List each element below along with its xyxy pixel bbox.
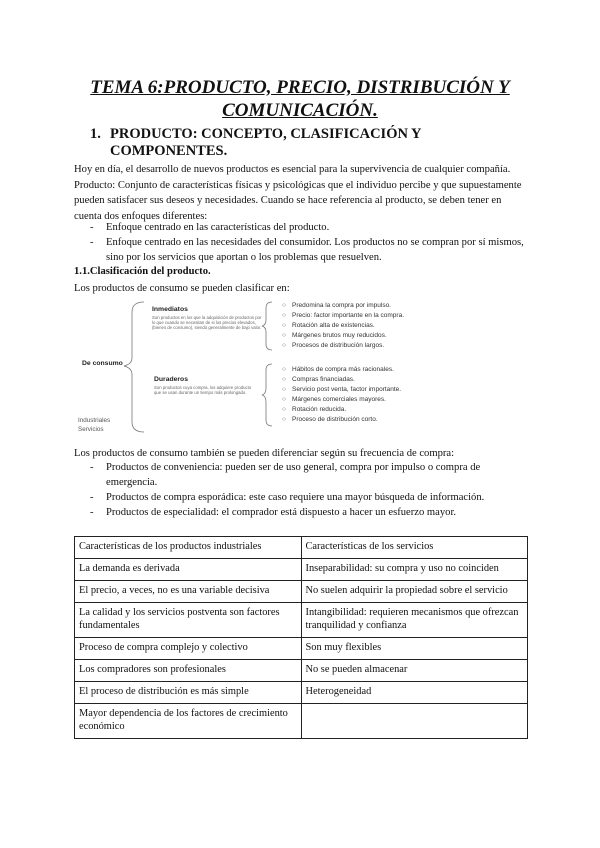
table-row — [75, 682, 528, 704]
diagram-list-item-text: Compras financiadas. — [292, 376, 355, 383]
diagram-list-item-text: Rotación reducida. — [292, 406, 347, 413]
table-cell: Características de los servicios — [301, 537, 528, 559]
classification-diagram — [74, 296, 444, 436]
frequency-intro: Los productos de consumo también se pueden diferenciar según su frecuencia de compra: — [74, 448, 455, 459]
list-item: - Productos de compra esporádica: este caso requiere una mayor búsqueda de información. — [90, 490, 530, 505]
diagram-list-item: ○ — [282, 332, 286, 339]
list-item: - Enfoque centrado en las características del producto. — [90, 220, 530, 235]
page-title-line-1: TEMA 6:PRODUCTO, PRECIO, DISTRIBUCIÓN Y — [90, 77, 510, 98]
section-intro-paragraph: Hoy en día, el desarrollo de nuevos productos es esencial para la supervivencia de cualquier compañía. Producto: Conjunto de características físicas y psicológicas que el individuo percibe y que supuestamente pueden satisfacer sus deseos y necesidades. Cuando se hace referencia al producto, se deben tener en cuenta dos enfoques diferentes: — [74, 164, 522, 222]
diagram-list-item-text: Servicio post venta, factor importante. — [292, 386, 402, 393]
diagram-list-item-text: Predomina la compra por impulso. — [292, 302, 391, 309]
table-row — [75, 660, 528, 682]
table-cell — [301, 704, 528, 739]
section-heading — [90, 126, 510, 166]
table-row — [75, 638, 528, 660]
table-row — [75, 537, 528, 559]
table-cell: Son muy flexibles — [301, 638, 528, 660]
table-cell: Características de los productos industriales — [75, 537, 302, 559]
table-row — [75, 603, 528, 638]
diagram-industrial-label: Industriales — [78, 417, 111, 424]
diagram-list-item: ○ — [282, 406, 286, 413]
diagram-list-item: ○ — [282, 366, 286, 373]
diagram-list-item: ○ — [282, 322, 286, 329]
table-cell: Mayor dependencia de los factores de crecimiento económico — [75, 704, 302, 739]
table-cell: Proceso de compra complejo y colectivo — [75, 638, 302, 660]
section-number: 1. — [90, 126, 101, 142]
table-cell: La demanda es derivada — [75, 559, 302, 581]
diagram-immediate-description: Son productos en los que la adquisición de productos por lo que cuando se necesitan de si los precios elevados, (bienes de consumo), siendo generalmente de bajo valor. — [152, 315, 262, 330]
table-row — [75, 559, 528, 581]
table-cell: El proceso de distribución es más simple — [75, 682, 302, 704]
table-cell: No suelen adquirir la propiedad sobre el servicio — [301, 581, 528, 603]
diagram-list-item-text: Márgenes brutos muy reducidos. — [292, 332, 387, 339]
diagram-root-label: De consumo — [82, 360, 123, 367]
page-title-line-2: COMUNICACIÓN. — [222, 100, 378, 121]
subsection-heading: 1.1.Clasificación del producto. — [74, 266, 211, 277]
diagram-list-item: ○ — [282, 342, 286, 349]
table-cell: Los compradores son profesionales — [75, 660, 302, 682]
table-cell: Intangibilidad: requieren mecanismos que ofrezcan tranquilidad y confianza — [301, 603, 528, 638]
diagram-list-item: ○ — [282, 302, 286, 309]
diagram-list-item-text: Procesos de distribución largos. — [292, 342, 385, 349]
diagram-list-item-text: Proceso de distribución corto. — [292, 416, 378, 423]
frequency-list — [90, 460, 530, 520]
list-item: - Productos de especialidad: el comprador está dispuesto a hacer un esfuerzo mayor. — [90, 505, 530, 520]
diagram-services-label: Servicios — [78, 426, 104, 433]
comparison-table — [74, 536, 528, 739]
section-heading-line-1: PRODUCTO: CONCEPTO, CLASIFICACIÓN Y — [110, 126, 422, 142]
diagram-immediate-title: Inmediatos — [152, 306, 188, 313]
diagram-durable-title: Duraderos — [154, 376, 188, 383]
table-row — [75, 704, 528, 739]
table-cell: El precio, a veces, no es una variable decisiva — [75, 581, 302, 603]
diagram-list-item: ○ — [282, 386, 286, 393]
table-cell: Inseparabilidad: su compra y uso no coinciden — [301, 559, 528, 581]
table-cell: Heterogeneidad — [301, 682, 528, 704]
diagram-durable-description: Son productos cuya compra, los adquiere producto que se usan durante un tiempo más prolongado. — [154, 385, 252, 395]
table-row — [75, 581, 528, 603]
list-item: - Enfoque centrado en las necesidades del consumidor. Los productos no se compran por sí mismos, sino por los servicios que aportan o los problemas que resuelven. — [90, 235, 530, 265]
diagram-list-item-text: Hábitos de compra más racionales. — [292, 366, 394, 373]
diagram-list-item: ○ — [282, 396, 286, 403]
section-heading-line-2: COMPONENTES. — [110, 143, 228, 159]
diagram-list-item-text: Márgenes comerciales mayores. — [292, 396, 386, 403]
diagram-list-item-text: Rotación alta de existencias. — [292, 322, 375, 329]
diagram-list-item: ○ — [282, 312, 286, 319]
subsection-intro: Los productos de consumo se pueden clasificar en: — [74, 283, 290, 294]
table-cell: La calidad y los servicios postventa son factores fundamentales — [75, 603, 302, 638]
diagram-list-item-text: Precio: factor importante en la compra. — [292, 312, 404, 319]
approaches-list — [90, 220, 530, 265]
diagram-list-item: ○ — [282, 376, 286, 383]
diagram-list-item: ○ — [282, 416, 286, 423]
list-item: - Productos de conveniencia: pueden ser de uso general, compra por impulso o compra de emergencia. — [90, 460, 530, 490]
table-cell: No se pueden almacenar — [301, 660, 528, 682]
